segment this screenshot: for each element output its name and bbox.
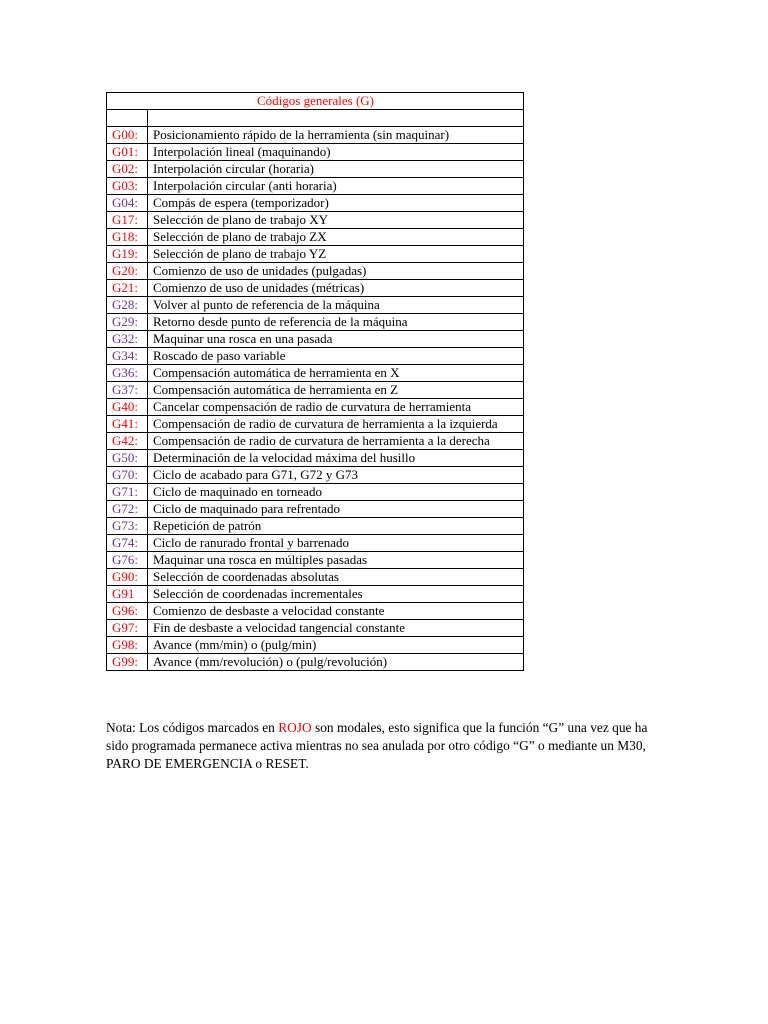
g-code-cell: G00: bbox=[107, 127, 148, 144]
g-code-cell: G32: bbox=[107, 331, 148, 348]
g-code-cell: G18: bbox=[107, 229, 148, 246]
table-row bbox=[107, 297, 524, 314]
g-code-cell: G01: bbox=[107, 144, 148, 161]
g-code-description: Maquinar una rosca en múltiples pasadas bbox=[148, 552, 524, 569]
blank-cell bbox=[107, 110, 148, 127]
table-row bbox=[107, 280, 524, 297]
table-row bbox=[107, 229, 524, 246]
table-row bbox=[107, 535, 524, 552]
table-row bbox=[107, 501, 524, 518]
g-code-cell: G97: bbox=[107, 620, 148, 637]
table-row bbox=[107, 569, 524, 586]
g-code-cell: G20: bbox=[107, 263, 148, 280]
g-code-cell: G90: bbox=[107, 569, 148, 586]
g-code-cell: G76: bbox=[107, 552, 148, 569]
g-code-description: Compensación de radio de curvatura de herramienta a la derecha bbox=[148, 433, 524, 450]
table-row bbox=[107, 263, 524, 280]
g-code-cell: G34: bbox=[107, 348, 148, 365]
g-code-cell: G41: bbox=[107, 416, 148, 433]
g-code-description: Cancelar compensación de radio de curvatura de herramienta bbox=[148, 399, 524, 416]
g-code-cell: G36: bbox=[107, 365, 148, 382]
table-row bbox=[107, 518, 524, 535]
g-code-cell: G28: bbox=[107, 297, 148, 314]
g-code-cell: G73: bbox=[107, 518, 148, 535]
g-code-description: Selección de coordenadas absolutas bbox=[148, 569, 524, 586]
table-row bbox=[107, 467, 524, 484]
table-row bbox=[107, 348, 524, 365]
g-code-cell: G70: bbox=[107, 467, 148, 484]
g-code-cell: G99: bbox=[107, 654, 148, 671]
table-row bbox=[107, 246, 524, 263]
g-code-cell: G02: bbox=[107, 161, 148, 178]
g-code-description: Roscado de paso variable bbox=[148, 348, 524, 365]
table-row bbox=[107, 552, 524, 569]
g-code-description: Comienzo de uso de unidades (métricas) bbox=[148, 280, 524, 297]
g-code-description: Interpolación circular (anti horaria) bbox=[148, 178, 524, 195]
g-code-description: Compensación automática de herramienta en X bbox=[148, 365, 524, 382]
g-code-cell: G50: bbox=[107, 450, 148, 467]
g-code-description: Posicionamiento rápido de la herramienta (sin maquinar) bbox=[148, 127, 524, 144]
table-row bbox=[107, 586, 524, 603]
g-code-description: Fin de desbaste a velocidad tangencial constante bbox=[148, 620, 524, 637]
g-code-cell: G04: bbox=[107, 195, 148, 212]
table-blank-row bbox=[107, 110, 524, 127]
table-row bbox=[107, 620, 524, 637]
g-code-cell: G19: bbox=[107, 246, 148, 263]
g-code-description: Maquinar una rosca en una pasada bbox=[148, 331, 524, 348]
g-code-description: Compensación de radio de curvatura de herramienta a la izquierda bbox=[148, 416, 524, 433]
table-row bbox=[107, 314, 524, 331]
table-row bbox=[107, 178, 524, 195]
modal-codes-note bbox=[106, 719, 666, 773]
table-row bbox=[107, 195, 524, 212]
note-text-before: Nota: Los códigos marcados en bbox=[106, 720, 279, 735]
g-code-description: Retorno desde punto de referencia de la máquina bbox=[148, 314, 524, 331]
g-code-description: Ciclo de ranurado frontal y barrenado bbox=[148, 535, 524, 552]
g-code-description: Avance (mm/revolución) o (pulg/revolución) bbox=[148, 654, 524, 671]
g-code-cell: G29: bbox=[107, 314, 148, 331]
blank-cell bbox=[148, 110, 524, 127]
g-code-cell: G91 bbox=[107, 586, 148, 603]
note-highlight-red: ROJO bbox=[278, 720, 312, 735]
g-code-description: Repetición de patrón bbox=[148, 518, 524, 535]
g-code-description: Selección de coordenadas incrementales bbox=[148, 586, 524, 603]
g-code-description: Selección de plano de trabajo XY bbox=[148, 212, 524, 229]
table-row bbox=[107, 416, 524, 433]
g-code-description: Ciclo de maquinado para refrentado bbox=[148, 501, 524, 518]
table-row bbox=[107, 484, 524, 501]
g-code-description: Selección de plano de trabajo ZX bbox=[148, 229, 524, 246]
table-row bbox=[107, 144, 524, 161]
table-row bbox=[107, 382, 524, 399]
g-code-cell: G17: bbox=[107, 212, 148, 229]
g-code-description: Interpolación circular (horaria) bbox=[148, 161, 524, 178]
g-code-description: Determinación de la velocidad máxima del husillo bbox=[148, 450, 524, 467]
g-code-cell: G71: bbox=[107, 484, 148, 501]
g-code-description: Comienzo de desbaste a velocidad constante bbox=[148, 603, 524, 620]
table-row bbox=[107, 127, 524, 144]
table-row bbox=[107, 637, 524, 654]
g-code-description: Volver al punto de referencia de la máquina bbox=[148, 297, 524, 314]
table-row bbox=[107, 212, 524, 229]
table-row bbox=[107, 433, 524, 450]
g-code-description: Selección de plano de trabajo YZ bbox=[148, 246, 524, 263]
g-code-description: Comienzo de uso de unidades (pulgadas) bbox=[148, 263, 524, 280]
g-code-description: Avance (mm/min) o (pulg/min) bbox=[148, 637, 524, 654]
table-row bbox=[107, 603, 524, 620]
table-title: Códigos generales (G) bbox=[107, 93, 524, 110]
g-code-cell: G98: bbox=[107, 637, 148, 654]
table-row bbox=[107, 399, 524, 416]
table-title-row bbox=[107, 93, 524, 110]
table-row bbox=[107, 654, 524, 671]
note-text-after: son modales, esto significa que la función “G” una vez que ha sido programada permanece activa mientras no sea anulada por otro código “G” o mediante un M30, PARO DE EMERGENCIA o RESET. bbox=[106, 720, 648, 771]
g-code-cell: G42: bbox=[107, 433, 148, 450]
g-code-cell: G72: bbox=[107, 501, 148, 518]
g-code-cell: G96: bbox=[107, 603, 148, 620]
g-code-description: Compás de espera (temporizador) bbox=[148, 195, 524, 212]
g-code-description: Interpolación lineal (maquinando) bbox=[148, 144, 524, 161]
table-row bbox=[107, 331, 524, 348]
table-row bbox=[107, 365, 524, 382]
g-codes-table bbox=[106, 92, 524, 671]
g-code-description: Compensación automática de herramienta en Z bbox=[148, 382, 524, 399]
g-code-description: Ciclo de maquinado en torneado bbox=[148, 484, 524, 501]
g-code-cell: G37: bbox=[107, 382, 148, 399]
g-code-cell: G03: bbox=[107, 178, 148, 195]
g-code-cell: G40: bbox=[107, 399, 148, 416]
g-code-cell: G74: bbox=[107, 535, 148, 552]
g-code-cell: G21: bbox=[107, 280, 148, 297]
table-row bbox=[107, 450, 524, 467]
g-code-description: Ciclo de acabado para G71, G72 y G73 bbox=[148, 467, 524, 484]
table-row bbox=[107, 161, 524, 178]
